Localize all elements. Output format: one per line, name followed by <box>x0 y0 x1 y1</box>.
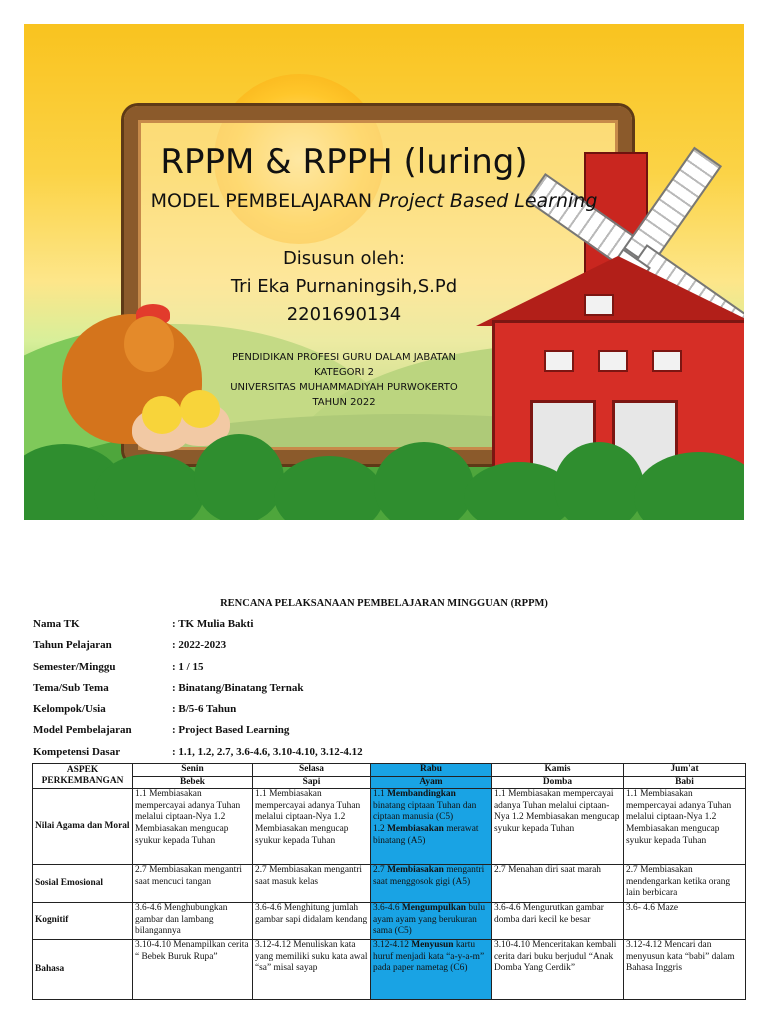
info-value: : 1 / 15 <box>172 660 204 673</box>
info-row <box>33 742 733 763</box>
animal-header: Domba <box>492 776 624 789</box>
info-row <box>33 614 733 635</box>
table-row <box>33 789 746 865</box>
info-label: Semester/Minggu <box>33 660 116 673</box>
table-cell-highlight <box>371 865 492 903</box>
info-value: : B/5-6 Tahun <box>172 703 237 716</box>
cover-model-prefix: MODEL PEMBELAJARAN <box>150 190 373 212</box>
info-label: Kelompok/Usia <box>33 703 106 716</box>
table-cell: 1.1 Membiasakan mempercayai adanya Tuhan melalui ciptaan-Nya 1.2 Membiasakan mengucap syukur kepada Tuhan <box>133 789 253 865</box>
table-cell: 1.1 Membiasakan mempercayai adanya Tuhan melalui ciptaan-Nya 1.2 Membiasakan mengucap syukur kepada Tuhan <box>253 789 371 865</box>
info-list <box>33 614 733 763</box>
bush-graphic <box>194 434 284 520</box>
table-row <box>33 865 746 903</box>
table-cell: 2.7 Membiasakan mendengarkan ketika orang lain berbicara <box>624 865 746 903</box>
cover-model <box>84 190 664 212</box>
table-cell: 3.6-4.6 Menghubungkan gambar dan lambang bilangannya <box>133 903 253 940</box>
info-row <box>33 678 733 699</box>
info-label: Kompetensi Dasar <box>33 745 121 758</box>
cell-text: 3.6-4.6 <box>373 903 402 914</box>
table-cell: 3.10-4.10 Menceritakan kembali cerita dari buku berjudul “Anak Domba Yang Cerdik” <box>492 940 624 1000</box>
table-cell-highlight <box>371 789 492 865</box>
cell-keyword: Membandingkan <box>387 789 456 800</box>
table-cell: 3.6-4.6 Mengurutkan gambar domba dari kecil ke besar <box>492 903 624 940</box>
day-header: Jum'at <box>624 764 746 777</box>
day-header: Senin <box>133 764 253 777</box>
info-value: : Project Based Learning <box>172 724 290 737</box>
cell-text: bulu ayam ayam yang berukuran sama (C5) <box>373 903 486 937</box>
table-row <box>33 940 746 1000</box>
cell-keyword: Mengumpulkan <box>401 903 466 914</box>
table-cell-highlight <box>371 903 492 940</box>
cover-author: Tri Eka Purnaningsih,S.Pd <box>230 276 458 297</box>
cell-text: 1.2 <box>373 823 388 834</box>
info-row <box>33 635 733 656</box>
document-title: RENCANA PELAKSANAAN PEMBELAJARAN MINGGUAN (RPPM) <box>220 598 548 609</box>
info-row <box>33 699 733 720</box>
info-value: : TK Mulia Bakti <box>172 618 254 630</box>
table-cell-highlight <box>371 940 492 1000</box>
cover-line: UNIVERSITAS MUHAMMADIYAH PURWOKERTO <box>230 382 458 393</box>
table-header-row <box>33 764 746 777</box>
cover-nim: 2201690134 <box>286 304 402 325</box>
aspek-header: ASPEK PERKEMBANGAN <box>33 764 133 789</box>
cell-text: 1.1 <box>373 789 388 800</box>
table-row <box>33 903 746 940</box>
barn-window <box>652 350 682 372</box>
cover-by-label: Disusun oleh: <box>282 248 406 269</box>
animal-header: Babi <box>624 776 746 789</box>
table-cell: 3.12-4.12 Mencari dan menyusun kata “babi” dalam Bahasa Inggris <box>624 940 746 1000</box>
cell-keyword: Membiasakan <box>387 865 444 876</box>
animal-header: Sapi <box>253 776 371 789</box>
rppm-table <box>32 763 746 1000</box>
cover-title: RPPM & RPPH (luring) <box>160 142 528 182</box>
day-header: Rabu <box>371 764 492 777</box>
day-header: Selasa <box>253 764 371 777</box>
cover-line: KATEGORI 2 <box>314 367 374 378</box>
cell-text: merawat binatang (A5) <box>373 823 479 846</box>
cell-keyword: Membiasakan <box>387 823 444 834</box>
table-cell: 3.12-4.12 Menuliskan kata yang memiliki suku kata awal “sa” misal sayap <box>253 940 371 1000</box>
cell-text: 2.7 <box>373 865 388 876</box>
day-header: Kamis <box>492 764 624 777</box>
animal-header: Bebek <box>133 776 253 789</box>
info-value: : Binatang/Binatang Ternak <box>172 681 304 694</box>
info-row <box>33 657 733 678</box>
aspek-cell: Bahasa <box>33 940 133 1000</box>
table-cell: 3.6-4.6 Menghitung jumlah gambar sapi didalam kendang <box>253 903 371 940</box>
table-cell: 2.7 Menahan diri saat marah <box>492 865 624 903</box>
info-row <box>33 720 733 741</box>
cell-text: mengantri saat menggosok gigi (A5) <box>373 865 485 887</box>
cover-line: PENDIDIKAN PROFESI GURU DALAM JABATAN <box>232 352 456 363</box>
info-label: Nama TK <box>33 618 80 630</box>
info-label: Tema/Sub Tema <box>33 681 109 694</box>
cover-line: TAHUN 2022 <box>312 397 376 408</box>
cell-text: 3.12-4.12 <box>373 940 412 951</box>
animal-header: Ayam <box>371 776 492 789</box>
aspek-cell: Kognitif <box>33 903 133 940</box>
table-cell: 3.6- 4.6 Maze <box>624 903 746 940</box>
table-cell: 2.7 Membiasakan mengantri saat mencuci tangan <box>133 865 253 903</box>
chick-graphic <box>180 390 220 428</box>
info-label: Tahun Pelajaran <box>33 639 112 652</box>
aspek-cell: Sosial Emosional <box>33 865 133 903</box>
aspek-cell: Nilai Agama dan Moral <box>33 789 133 865</box>
table-cell: 1.1 Membiasakan mempercayai adanya Tuhan melalui ciptaan-Nya 1.2 Membiasakan mengucap syukur kepada Tuhan <box>624 789 746 865</box>
table-animal-row <box>33 776 746 789</box>
cell-keyword: Menyusun <box>411 940 454 951</box>
cover-illustration <box>24 24 744 520</box>
table-cell: 3.10-4.10 Menampilkan cerita “ Bebek Buruk Rupa” <box>133 940 253 1000</box>
table-cell: 2.7 Membiasakan mengantri saat masuk kelas <box>253 865 371 903</box>
cover-model-italic: Project Based Learning <box>378 190 598 212</box>
table-cell: 1.1 Membiasakan mempercayai adanya Tuhan melalui ciptaan-Nya 1.2 Membiasakan mengucap syukur kepada Tuhan <box>492 789 624 865</box>
info-label: Model Pembelajaran <box>33 724 132 737</box>
info-value: : 2022-2023 <box>172 639 227 652</box>
cell-text: kartu huruf menjadi kata “a-y-a-m” pada paper nametag (C6) <box>373 940 485 974</box>
info-value: : 1.1, 1.2, 2.7, 3.6-4.6, 3.10-4.10, 3.12-4.12 <box>172 745 363 758</box>
cell-text: binatang ciptaan Tuhan dan ciptaan manusia (C5) <box>373 800 477 823</box>
